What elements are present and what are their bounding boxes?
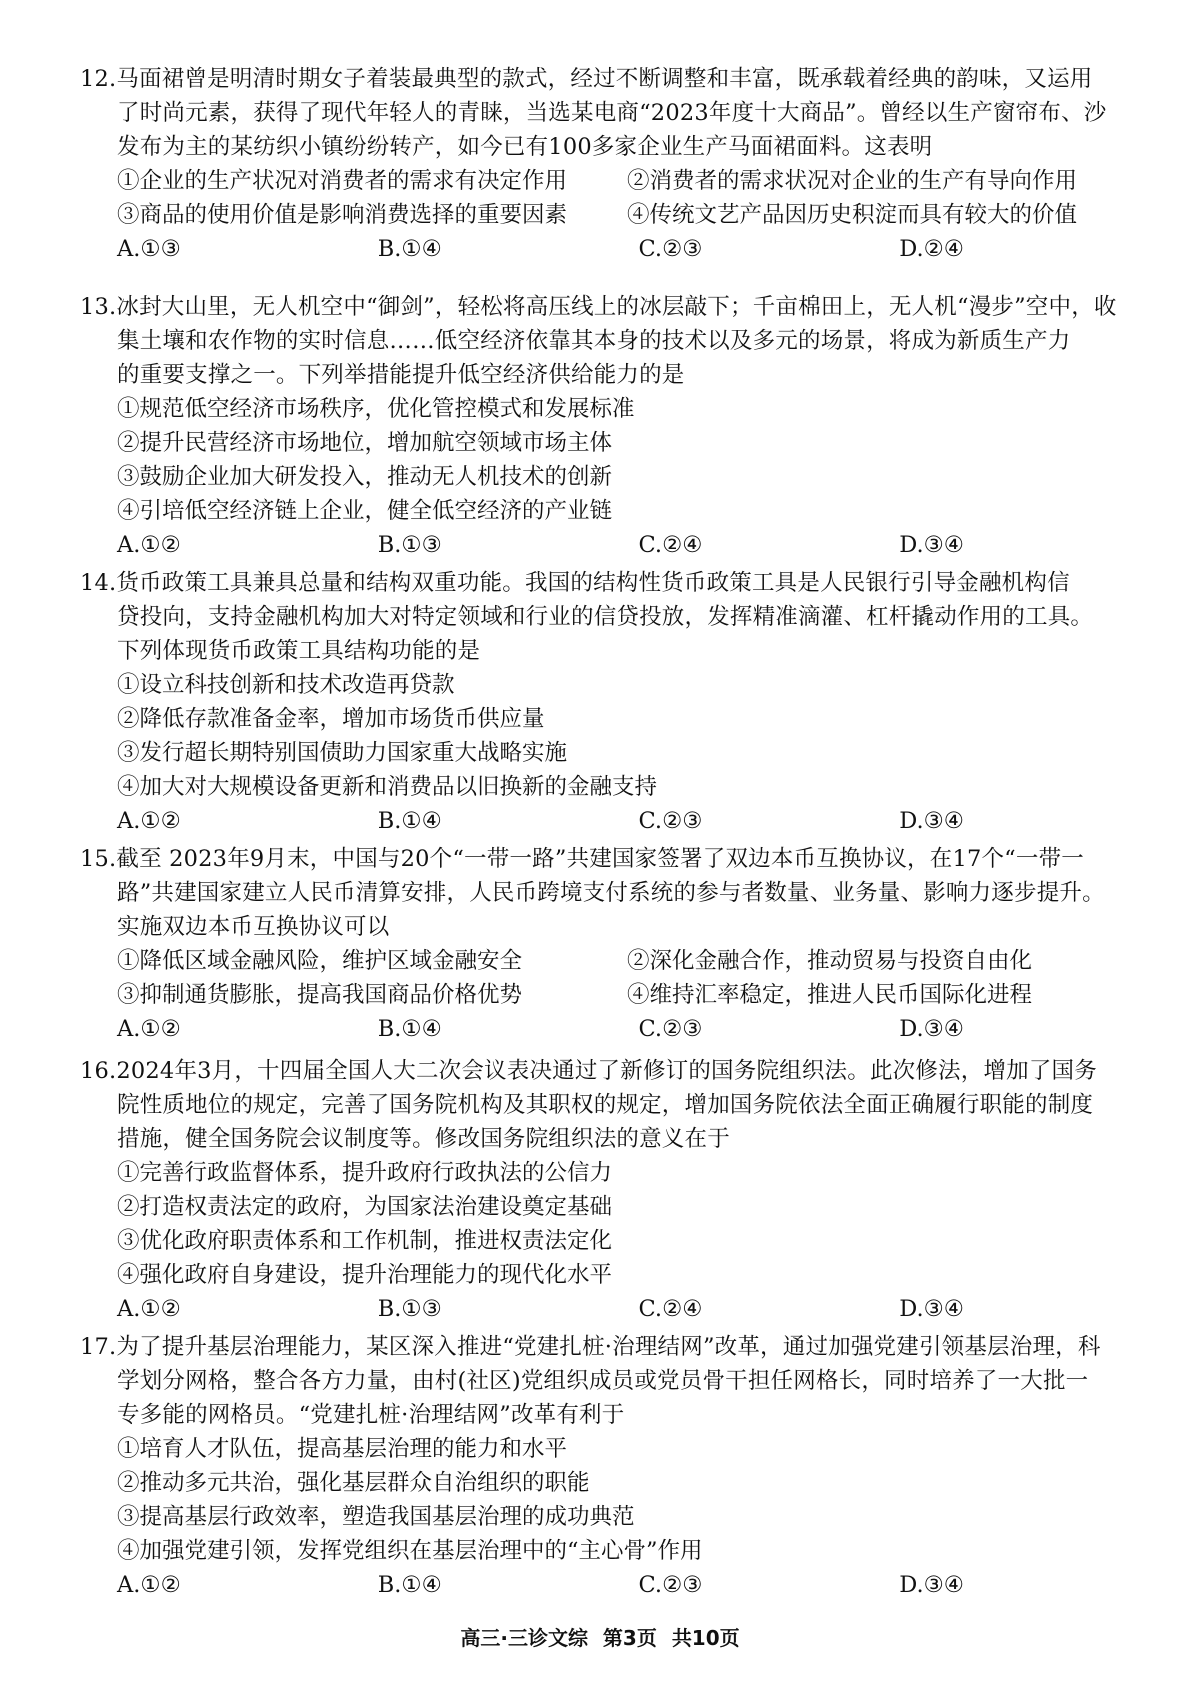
- option-4: ④传统文艺产品因历史积淀而具有较大的价值: [627, 202, 1078, 228]
- answer-choices: [80, 1012, 1160, 1046]
- option-1: ①降低区域金融风险，维护区域金融安全: [117, 948, 523, 974]
- answer-c: C.②③: [638, 236, 703, 262]
- question-stem: [80, 566, 1160, 668]
- option-4: ④强化政府自身建设，提升治理能力的现代化水平: [117, 1262, 613, 1288]
- question-12: [80, 62, 1160, 266]
- option-2: ②消费者的需求状况对企业的生产有导向作用: [627, 168, 1078, 194]
- question-14: [80, 566, 1160, 838]
- option-2: ②提升民营经济市场地位，增加航空领域市场主体: [117, 430, 613, 456]
- stem-line: 路”共建国家建立人民币清算安排，人民币跨境支付系统的参与者数量、业务量、影响力逐步提升。: [117, 880, 1105, 906]
- question-stem: [80, 842, 1160, 944]
- option-row: [80, 944, 1160, 978]
- question-13: [80, 290, 1160, 562]
- option-1: ①设立科技创新和技术改造再贷款: [117, 672, 455, 698]
- stem-line: 15.截至 2023年9月末，中国与20个“一带一路”共建国家签署了双边本币互换协议，在17个“一带一: [80, 846, 1084, 872]
- answer-choices: [80, 232, 1160, 266]
- answer-b: B.①③: [377, 1296, 442, 1322]
- option-1: ①完善行政监督体系，提升政府行政执法的公信力: [117, 1160, 613, 1186]
- stem-line: 14.货币政策工具兼具总量和结构双重功能。我国的结构性货币政策工具是人民银行引导金融机构信: [80, 570, 1070, 596]
- question-15: [80, 842, 1160, 1046]
- stem-line: 发布为主的某纺织小镇纷纷转产，如今已有100多家企业生产马面裙面料。这表明: [117, 134, 933, 160]
- stem-line: 学划分网格，整合各方力量，由村(社区)党组织成员或党员骨干担任网格长，同时培养了一大批一: [117, 1368, 1089, 1394]
- footer-total-pages: 共10页: [671, 1626, 740, 1650]
- page-footer: [0, 1622, 1200, 1651]
- stem-line: 贷投向，支持金融机构加大对特定领域和行业的信贷投放，发挥精准滴灌、杠杆撬动作用的工具。: [117, 604, 1094, 630]
- answer-a: A.①②: [117, 1296, 181, 1322]
- option-4: ④加大对大规模设备更新和消费品以旧换新的金融支持: [117, 774, 658, 800]
- footer-exam-name: 高三·三诊文综: [460, 1626, 588, 1650]
- stem-line: 集土壤和农作物的实时信息……低空经济依靠其本身的技术以及多元的场景，将成为新质生产力: [117, 328, 1071, 354]
- answer-b: B.①④: [377, 1016, 442, 1042]
- answer-b: B.①④: [377, 1572, 442, 1598]
- answer-choices: [80, 1568, 1160, 1602]
- answer-a: A.①②: [117, 808, 181, 834]
- answer-d: D.②④: [899, 236, 964, 262]
- stem-line: 下列体现货币政策工具结构功能的是: [117, 638, 481, 664]
- answer-a: A.①②: [117, 1572, 181, 1598]
- question-17: [80, 1330, 1160, 1602]
- answer-a: A.①②: [117, 1016, 181, 1042]
- stem-line: 实施双边本币互换协议可以: [117, 914, 390, 940]
- answer-c: C.②③: [638, 808, 703, 834]
- answer-d: D.③④: [899, 808, 964, 834]
- option-4: ④加强党建引领，发挥党组织在基层治理中的“主心骨”作用: [117, 1538, 703, 1564]
- option-row: [80, 164, 1160, 198]
- option-3: ③发行超长期特别国债助力国家重大战略实施: [117, 740, 568, 766]
- stem-line: 17.为了提升基层治理能力，某区深入推进“党建扎桩·治理结网”改革，通过加强党建引领基层治理，科: [80, 1334, 1101, 1360]
- stem-line: 16.2024年3月，十四届全国人大二次会议表决通过了新修订的国务院组织法。此次修法，增加了国务: [80, 1058, 1097, 1084]
- option-2: ②打造权责法定的政府，为国家法治建设奠定基础: [117, 1194, 613, 1220]
- answer-b: B.①④: [377, 808, 442, 834]
- option-2: ②降低存款准备金率，增加市场货币供应量: [117, 706, 545, 732]
- option-4: ④维持汇率稳定，推进人民币国际化进程: [627, 982, 1033, 1008]
- answer-a: A.①②: [117, 532, 181, 558]
- option-3: ③商品的使用价值是影响消费选择的重要因素: [117, 202, 568, 228]
- answer-c: C.②③: [638, 1016, 703, 1042]
- answer-d: D.③④: [899, 1016, 964, 1042]
- question-stem: [80, 1330, 1160, 1432]
- option-2: ②深化金融合作，推动贸易与投资自由化: [627, 948, 1033, 974]
- answer-choices: [80, 1292, 1160, 1326]
- answer-d: D.③④: [899, 1296, 964, 1322]
- answer-b: B.①④: [377, 236, 442, 262]
- answer-c: C.②③: [638, 1572, 703, 1598]
- option-1: ①培育人才队伍，提高基层治理的能力和水平: [117, 1436, 568, 1462]
- question-stem: [80, 1054, 1160, 1156]
- stem-line: 12.马面裙曾是明清时期女子着装最典型的款式，经过不断调整和丰富，既承载着经典的韵味，又运用: [80, 66, 1093, 92]
- option-3: ③鼓励企业加大研发投入，推动无人机技术的创新: [117, 464, 613, 490]
- stem-line: 专多能的网格员。“党建扎桩·治理结网”改革有利于: [117, 1402, 625, 1428]
- answer-d: D.③④: [899, 1572, 964, 1598]
- answer-d: D.③④: [899, 532, 964, 558]
- option-row: [80, 198, 1160, 232]
- answer-b: B.①③: [377, 532, 442, 558]
- option-1: ①规范低空经济市场秩序，优化管控模式和发展标准: [117, 396, 635, 422]
- answer-c: C.②④: [638, 532, 703, 558]
- option-3: ③抑制通货膨胀，提高我国商品价格优势: [117, 982, 523, 1008]
- answer-choices: [80, 804, 1160, 838]
- stem-line: 院性质地位的规定，完善了国务院机构及其职权的规定，增加国务院依法全面正确履行职能的制度: [117, 1092, 1094, 1118]
- answer-a: A.①③: [117, 236, 181, 262]
- option-4: ④引培低空经济链上企业，健全低空经济的产业链: [117, 498, 613, 524]
- stem-line: 措施，健全国务院会议制度等。修改国务院组织法的意义在于: [117, 1126, 730, 1152]
- option-3: ③优化政府职责体系和工作机制，推进权责法定化: [117, 1228, 613, 1254]
- option-2: ②推动多元共治，强化基层群众自治组织的职能: [117, 1470, 590, 1496]
- answer-c: C.②④: [638, 1296, 703, 1322]
- question-stem: [80, 62, 1160, 164]
- footer-page-number: 第3页: [602, 1626, 657, 1650]
- stem-line: 13.冰封大山里，无人机空中“御剑”，轻松将高压线上的冰层敲下；千亩棉田上，无人机“漫步”空中，收: [80, 294, 1117, 320]
- answer-choices: [80, 528, 1160, 562]
- question-stem: [80, 290, 1160, 392]
- option-row: [80, 978, 1160, 1012]
- option-3: ③提高基层行政效率，塑造我国基层治理的成功典范: [117, 1504, 635, 1530]
- question-16: [80, 1054, 1160, 1326]
- option-1: ①企业的生产状况对消费者的需求有决定作用: [117, 168, 568, 194]
- stem-line: 了时尚元素，获得了现代年轻人的青睐，当选某电商“2023年度十大商品”。曾经以生产窗帘布、沙: [117, 100, 1107, 126]
- stem-line: 的重要支撑之一。下列举措能提升低空经济供给能力的是: [117, 362, 685, 388]
